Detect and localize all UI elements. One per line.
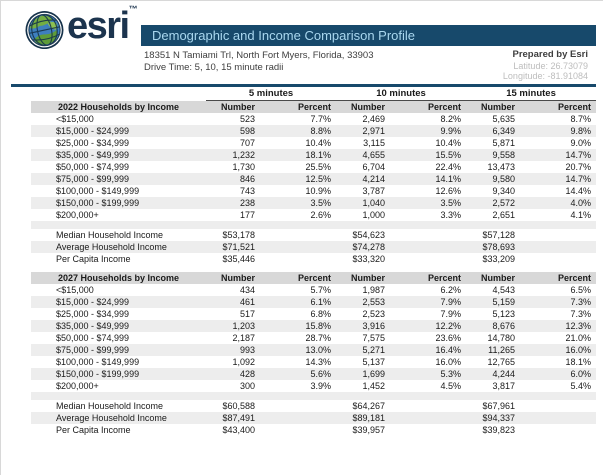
number-cell: 6,349	[466, 125, 531, 137]
percent-cell: 7.9%	[401, 296, 466, 308]
number-cell: 4,244	[466, 368, 531, 380]
drive-time-10min-header: 10 minutes	[336, 88, 466, 101]
empty-cell	[401, 253, 466, 265]
number-cell: 4,543	[492, 285, 516, 295]
percent-cell: 14.4%	[565, 186, 592, 196]
number-cell: 7,575	[362, 333, 386, 343]
column-header-number: Number	[466, 101, 531, 114]
summary-label: Per Capita Income	[56, 425, 131, 435]
number-cell: 598	[206, 125, 271, 137]
income-bracket-row	[31, 332, 596, 344]
number-cell: 9,340	[492, 186, 516, 196]
empty-cell	[531, 412, 596, 424]
number-cell: 2,572	[466, 197, 531, 209]
income-bracket-label: $15,000 - $24,999	[31, 125, 206, 137]
income-bracket-label: $100,000 - $149,999	[56, 357, 140, 367]
site-address: 18351 N Tamiami Trl, North Fort Myers, Florida, 33903	[144, 50, 374, 61]
income-bracket-row	[31, 344, 596, 356]
empty-cell	[401, 412, 466, 424]
site-address-block	[144, 50, 374, 73]
percent-cell: 12.6%	[435, 186, 462, 196]
column-header-percent: Percent	[401, 101, 466, 114]
spacer-row	[31, 392, 596, 400]
income-bracket-label: $150,000 - $199,999	[31, 197, 206, 209]
longitude-value: Longitude: -81.91084	[502, 71, 588, 81]
column-header-number: Number	[466, 272, 531, 284]
income-bracket-label: <$15,000	[56, 285, 94, 295]
empty-cell	[531, 229, 596, 241]
percent-cell: 7.3%	[531, 296, 596, 308]
summary-row	[31, 412, 596, 424]
number-cell: 1,987	[362, 285, 386, 295]
number-cell: 2,651	[492, 210, 516, 220]
summary-label: Average Household Income	[31, 241, 206, 253]
percent-cell: 15.5%	[401, 149, 466, 161]
income-bracket-label: $25,000 - $34,999	[56, 138, 130, 148]
percent-cell: 7.9%	[440, 309, 462, 319]
percent-cell: 14.7%	[531, 173, 596, 185]
income-bracket-label: $150,000 - $199,999	[31, 368, 206, 380]
number-cell: 1,203	[206, 320, 271, 332]
number-cell: 707	[239, 138, 255, 148]
number-cell: 11,265	[466, 344, 531, 356]
section-header-row	[31, 272, 596, 284]
percent-cell: 12.5%	[271, 173, 336, 185]
income-bracket-row	[31, 284, 596, 296]
empty-cell	[271, 241, 336, 253]
percent-cell: 5.6%	[271, 368, 336, 380]
summary-value: $67,961	[482, 401, 516, 411]
empty-cell	[401, 229, 466, 241]
number-cell: 2,971	[336, 125, 401, 137]
percent-cell: 8.2%	[440, 114, 462, 124]
header-divider-rule	[11, 84, 596, 87]
section-title: 2022 Households by Income	[31, 101, 206, 114]
percent-cell: 8.8%	[271, 125, 336, 137]
summary-value: $60,588	[222, 401, 255, 411]
income-bracket-row	[31, 368, 596, 380]
number-cell: 3,787	[362, 186, 386, 196]
income-bracket-row	[31, 173, 596, 185]
percent-cell: 3.9%	[310, 381, 332, 391]
percent-cell: 5.3%	[401, 368, 466, 380]
page-title: Demographic and Income Comparison Profile	[152, 28, 416, 43]
drive-time-15min-header: 15 minutes	[466, 88, 596, 101]
number-cell: 4,214	[336, 173, 401, 185]
income-bracket-row	[31, 209, 596, 221]
percent-cell: 9.8%	[531, 125, 596, 137]
percent-cell: 5.7%	[310, 285, 332, 295]
column-header-percent: Percent	[531, 272, 596, 284]
summary-value: $39,957	[352, 425, 386, 435]
drive-time-header-row	[31, 88, 596, 101]
column-header-percent: Percent	[531, 101, 596, 114]
summary-value: $74,278	[336, 241, 401, 253]
drive-time-description: Drive Time: 5, 10, 15 minute radii	[144, 61, 284, 73]
summary-value: $39,823	[482, 425, 516, 435]
column-header-percent: Percent	[271, 272, 336, 284]
number-cell: 3,115	[363, 138, 386, 148]
income-bracket-label: $50,000 - $74,999	[56, 333, 130, 343]
summary-row	[31, 424, 596, 436]
percent-cell: 5.4%	[570, 381, 592, 391]
section-gap-row	[31, 265, 596, 272]
trademark-mark: ™	[128, 4, 138, 14]
number-cell: 12,765	[487, 357, 516, 367]
percent-cell: 6.2%	[440, 285, 462, 295]
summary-row	[31, 400, 596, 412]
summary-value: $33,320	[352, 254, 386, 264]
income-bracket-row	[31, 137, 596, 149]
table-body	[31, 101, 596, 437]
percent-cell: 10.4%	[305, 138, 332, 148]
empty-cell	[401, 424, 466, 436]
percent-cell: 21.0%	[565, 333, 592, 343]
percent-cell: 3.3%	[440, 210, 462, 220]
number-cell: 14,780	[487, 333, 516, 343]
income-bracket-label: $75,000 - $99,999	[31, 344, 206, 356]
summary-value: $71,521	[206, 241, 271, 253]
income-bracket-label: $200,000+	[56, 381, 99, 391]
number-cell: 9,558	[466, 149, 531, 161]
summary-row	[31, 241, 596, 253]
summary-value: $33,209	[482, 254, 516, 264]
number-cell: 461	[206, 296, 271, 308]
number-cell: 434	[239, 285, 255, 295]
empty-cell	[401, 400, 466, 412]
percent-cell: 4.5%	[440, 381, 462, 391]
column-header-number: Number	[336, 101, 401, 114]
percent-cell: 20.7%	[565, 162, 592, 172]
percent-cell: 16.0%	[435, 357, 462, 367]
percent-cell: 6.0%	[531, 368, 596, 380]
number-cell: 5,137	[362, 357, 386, 367]
income-bracket-row	[31, 320, 596, 332]
number-cell: 8,676	[466, 320, 531, 332]
percent-cell: 18.1%	[565, 357, 592, 367]
number-cell: 4,655	[336, 149, 401, 161]
percent-cell: 9.0%	[570, 138, 592, 148]
number-cell: 1,730	[232, 162, 255, 172]
percent-cell: 10.4%	[435, 138, 462, 148]
percent-cell: 23.6%	[435, 333, 462, 343]
empty-cell	[531, 253, 596, 265]
percent-cell: 12.3%	[531, 320, 596, 332]
empty-cell	[271, 400, 336, 412]
prepared-by-block	[503, 50, 588, 82]
latitude-value: Latitude: 26.73079	[513, 60, 588, 71]
number-cell: 2,469	[362, 114, 386, 124]
number-cell: 3,916	[336, 320, 401, 332]
income-bracket-label: $50,000 - $74,999	[56, 162, 130, 172]
percent-cell: 16.0%	[531, 344, 596, 356]
spacer-row	[31, 221, 596, 229]
income-bracket-row	[31, 197, 596, 209]
number-cell: 1,232	[206, 149, 271, 161]
number-cell: 1,452	[362, 381, 386, 391]
summary-value: $54,623	[352, 230, 386, 240]
income-bracket-label: $200,000+	[56, 210, 99, 220]
percent-cell: 4.0%	[531, 197, 596, 209]
number-cell: 238	[206, 197, 271, 209]
percent-cell: 16.4%	[401, 344, 466, 356]
income-bracket-row	[31, 380, 596, 392]
percent-cell: 28.7%	[305, 333, 332, 343]
income-bracket-label: $35,000 - $49,999	[31, 320, 206, 332]
income-bracket-row	[31, 161, 596, 173]
summary-value: $64,267	[352, 401, 386, 411]
income-bracket-label: $25,000 - $34,999	[56, 309, 130, 319]
number-cell: 2,523	[362, 309, 386, 319]
number-cell: 846	[206, 173, 271, 185]
summary-row	[31, 253, 596, 265]
summary-value: $35,446	[222, 254, 255, 264]
empty-cell	[531, 424, 596, 436]
percent-cell: 14.3%	[305, 357, 332, 367]
number-cell: 300	[239, 381, 255, 391]
summary-label: Per Capita Income	[56, 254, 131, 264]
section-header-row	[31, 101, 596, 114]
column-header-number: Number	[336, 272, 401, 284]
income-bracket-row	[31, 185, 596, 197]
percent-cell: 6.1%	[271, 296, 336, 308]
report-title-banner	[141, 25, 596, 46]
comparison-table	[31, 88, 596, 436]
summary-value: $87,491	[206, 412, 271, 424]
esri-wordmark: esri™	[67, 4, 138, 47]
percent-cell: 3.5%	[271, 197, 336, 209]
income-bracket-row	[31, 125, 596, 137]
number-cell: 428	[206, 368, 271, 380]
number-cell: 5,271	[336, 344, 401, 356]
prepared-by: Prepared by Esri	[512, 49, 588, 60]
percent-cell: 10.9%	[305, 186, 332, 196]
column-header-number: Number	[206, 272, 271, 284]
percent-cell: 3.5%	[401, 197, 466, 209]
section-title: 2027 Households by Income	[31, 272, 206, 284]
income-bracket-row	[31, 308, 596, 320]
summary-value: $57,128	[482, 230, 516, 240]
number-cell: 13,473	[487, 162, 516, 172]
number-cell: 1,000	[362, 210, 386, 220]
number-cell: 5,871	[492, 138, 516, 148]
drive-time-5min-header: 5 minutes	[206, 88, 336, 101]
percent-cell: 14.7%	[531, 149, 596, 161]
column-header-percent: Percent	[271, 101, 336, 114]
income-bracket-row	[31, 149, 596, 161]
number-cell: 1,092	[232, 357, 255, 367]
corner-cell	[31, 88, 206, 101]
summary-value: $94,337	[466, 412, 531, 424]
summary-label: Median Household Income	[56, 230, 164, 240]
income-bracket-label: $75,000 - $99,999	[31, 173, 206, 185]
income-bracket-label: $15,000 - $24,999	[31, 296, 206, 308]
number-cell: 2,187	[232, 333, 255, 343]
report-subheader	[1, 50, 596, 82]
number-cell: 177	[239, 210, 255, 220]
percent-cell: 7.7%	[310, 114, 332, 124]
percent-cell: 14.1%	[401, 173, 466, 185]
number-cell: 2,553	[336, 296, 401, 308]
number-cell: 523	[239, 114, 255, 124]
number-cell: 9,580	[466, 173, 531, 185]
percent-cell: 7.3%	[570, 309, 592, 319]
percent-cell: 12.2%	[401, 320, 466, 332]
percent-cell: 8.7%	[570, 114, 592, 124]
summary-label: Average Household Income	[31, 412, 206, 424]
income-bracket-row	[31, 356, 596, 368]
summary-label: Median Household Income	[56, 401, 164, 411]
empty-cell	[531, 400, 596, 412]
income-bracket-label: <$15,000	[56, 114, 94, 124]
empty-cell	[531, 241, 596, 253]
number-cell: 1,040	[336, 197, 401, 209]
income-bracket-row	[31, 296, 596, 308]
percent-cell: 6.8%	[310, 309, 332, 319]
number-cell: 5,123	[492, 309, 516, 319]
empty-cell	[271, 229, 336, 241]
income-bracket-label: $35,000 - $49,999	[31, 149, 206, 161]
number-cell: 5,635	[492, 114, 516, 124]
summary-value: $53,178	[222, 230, 255, 240]
column-header-number: Number	[206, 101, 271, 114]
percent-cell: 4.1%	[570, 210, 592, 220]
number-cell: 993	[206, 344, 271, 356]
summary-row	[31, 229, 596, 241]
number-cell: 3,817	[492, 381, 516, 391]
percent-cell: 13.0%	[271, 344, 336, 356]
percent-cell: 22.4%	[435, 162, 462, 172]
percent-cell: 15.8%	[271, 320, 336, 332]
empty-cell	[271, 412, 336, 424]
number-cell: 5,159	[466, 296, 531, 308]
number-cell: 743	[239, 186, 255, 196]
empty-cell	[271, 253, 336, 265]
income-bracket-row	[31, 113, 596, 125]
empty-cell	[271, 424, 336, 436]
summary-value: $89,181	[336, 412, 401, 424]
summary-value: $43,400	[222, 425, 255, 435]
esri-logo	[25, 4, 155, 52]
column-header-percent: Percent	[401, 272, 466, 284]
income-bracket-label: $100,000 - $149,999	[56, 186, 140, 196]
number-cell: 6,704	[362, 162, 386, 172]
number-cell: 517	[239, 309, 255, 319]
percent-cell: 25.5%	[305, 162, 332, 172]
percent-cell: 18.1%	[271, 149, 336, 161]
percent-cell: 9.9%	[401, 125, 466, 137]
number-cell: 1,699	[336, 368, 401, 380]
empty-cell	[401, 241, 466, 253]
summary-value: $78,693	[466, 241, 531, 253]
percent-cell: 6.5%	[570, 285, 592, 295]
percent-cell: 2.6%	[310, 210, 332, 220]
